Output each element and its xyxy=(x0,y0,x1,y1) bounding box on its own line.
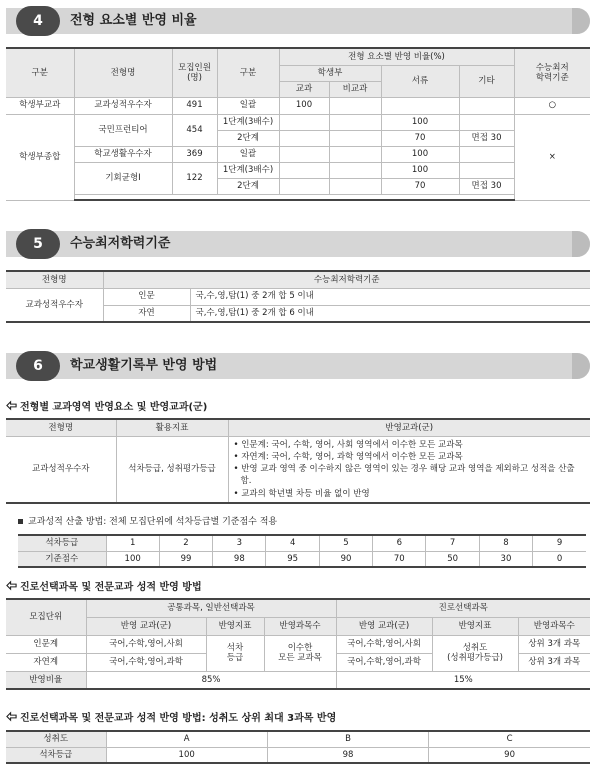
cell-group-jonghap: 학생부종합 xyxy=(6,114,74,200)
section-4-header xyxy=(6,6,590,36)
score: 90 xyxy=(319,551,372,567)
level-label: 성취도 xyxy=(6,731,106,747)
grade: 4 xyxy=(266,535,319,551)
cell-suneung-x: × xyxy=(514,114,590,200)
calc-method-note: 교과성적 산출 방법: 전체 모집단위에 석차등급별 기준점수 적용 xyxy=(18,514,277,527)
score: 99 xyxy=(159,551,212,567)
cell-name: 학교생활우수자 xyxy=(74,146,172,162)
cell-type: 1단계(3배수) xyxy=(217,162,279,178)
cell-indicator: 석차등급, 성취평가등급 xyxy=(116,436,228,503)
col-suneung: 수능최저 학력기준 xyxy=(514,48,590,97)
section-6-title: 학교생활기록부 반영 방법 xyxy=(70,358,218,373)
section-4-title: 전형 요소별 반영 비율 xyxy=(70,13,197,28)
cell-type: 2단계 xyxy=(217,178,279,194)
cell-name: 국민프런티어 xyxy=(74,114,172,146)
col-subj: 반영 교과(군) xyxy=(86,617,206,635)
col-name: 전형명 xyxy=(6,271,103,288)
section-6-number: 6 xyxy=(16,351,60,381)
col-subj2: 반영 교과(군) xyxy=(336,617,432,635)
cell-count2: 상위 3개 과목 xyxy=(518,653,590,671)
score: 100 xyxy=(106,551,159,567)
cell-ind2: 성취도 (성취평가등급) xyxy=(432,635,518,671)
cell-type: 일괄 xyxy=(217,146,279,162)
col-bigyogwa: 비교과 xyxy=(329,81,381,97)
ratio-common: 85% xyxy=(86,671,336,689)
cell-count: 491 xyxy=(172,97,217,114)
subhead-2 xyxy=(6,578,202,593)
cell-name: 교과성적우수자 xyxy=(6,288,103,322)
grade: 9 xyxy=(533,535,586,551)
subject-area-table xyxy=(6,418,590,504)
cell-track: 인문 xyxy=(103,288,190,305)
col-subjects: 반영교과(군) xyxy=(228,419,590,436)
col-gita: 기타 xyxy=(459,65,514,97)
cell-subj2: 국어,수학,영어,사회 xyxy=(336,635,432,653)
cell-seoryu: 70 xyxy=(381,130,459,146)
bullet-item: • 교과의 학년별 차등 비율 없이 반영 xyxy=(233,488,370,499)
col-count: 반영과목수 xyxy=(264,617,336,635)
cell-seoryu: 100 xyxy=(381,162,459,178)
cell-gyogwa: 100 xyxy=(279,97,329,114)
grade: 1 xyxy=(106,535,159,551)
col-name: 전형명 xyxy=(6,419,116,436)
cell-ind: 석차 등급 xyxy=(206,635,264,671)
section-5-header xyxy=(6,229,590,259)
col-criteria: 수능최저학력기준 xyxy=(103,271,590,288)
cell-subj: 국어,수학,영어,과학 xyxy=(86,653,206,671)
value: 100 xyxy=(106,747,267,763)
cell-subj: 국어,수학,영어,사회 xyxy=(86,635,206,653)
cell-name: 기회균형Ⅰ xyxy=(74,162,172,194)
section-5-number: 5 xyxy=(16,229,60,259)
cell-count2: 상위 3개 과목 xyxy=(518,635,590,653)
grade: 8 xyxy=(479,535,532,551)
subhead-1-text: 전형별 교과영역 반영요소 및 반영교과(군) xyxy=(20,402,208,413)
arrow-icon xyxy=(6,400,17,411)
cell-group-gyogwa: 학생부교과 xyxy=(6,97,74,114)
cell-subjects xyxy=(228,436,590,503)
cell-gita: 면접 30 xyxy=(459,178,514,194)
level: B xyxy=(267,731,428,747)
suneung-min-table xyxy=(6,270,590,323)
achievement-table xyxy=(6,730,590,764)
subhead-2-text: 진로선택과목 및 전문교과 성적 반영 방법 xyxy=(20,582,202,593)
cell-track: 자연 xyxy=(103,305,190,322)
score: 0 xyxy=(533,551,586,567)
col-ratio: 전형 요소별 반영 비율(%) xyxy=(279,48,514,65)
col-moJip: 모집인원 (명) xyxy=(172,48,217,97)
cell-seoryu: 70 xyxy=(381,178,459,194)
score: 30 xyxy=(479,551,532,567)
section-6-header xyxy=(6,351,590,381)
col-career: 진로선택과목 xyxy=(336,599,590,617)
cell-type: 일괄 xyxy=(217,97,279,114)
cell-unit: 인문계 xyxy=(6,635,86,653)
score: 98 xyxy=(213,551,266,567)
level: A xyxy=(106,731,267,747)
cell-count: 122 xyxy=(172,162,217,194)
value: 98 xyxy=(267,747,428,763)
col-indicator: 활용지표 xyxy=(116,419,228,436)
col-hakseng: 학생부 xyxy=(279,65,381,81)
subhead-3-text: 진로선택과목 및 전문교과 성적 반영 방법: 성취도 상위 최대 3과목 반영 xyxy=(20,713,337,724)
col-gubun2: 구분 xyxy=(217,48,279,97)
cell-subj2: 국어,수학,영어,과학 xyxy=(336,653,432,671)
cell-type: 2단계 xyxy=(217,130,279,146)
cell-suneung: ○ xyxy=(514,97,590,114)
cell-criteria: 국,수,영,탐(1) 중 2개 합 5 이내 xyxy=(190,288,590,305)
section-5-title: 수능최저학력기준 xyxy=(70,236,171,251)
col-count2: 반영과목수 xyxy=(518,617,590,635)
cell-seoryu: 100 xyxy=(381,146,459,162)
grade: 7 xyxy=(426,535,479,551)
col-ind2: 반영지표 xyxy=(432,617,518,635)
col-jeonhyeong: 전형명 xyxy=(74,48,172,97)
score-label: 기준점수 xyxy=(18,551,106,567)
bullet-item: • 인문계: 국어, 수학, 영어, 사회 영역에서 이수한 모든 교과목 xyxy=(233,439,463,450)
score: 95 xyxy=(266,551,319,567)
col-seoryu: 서류 xyxy=(381,65,459,97)
bullet-item: • 자연계: 국어, 수학, 영어, 과학 영역에서 이수한 모든 교과목 xyxy=(233,451,463,462)
grade: 2 xyxy=(159,535,212,551)
career-subject-table xyxy=(6,598,590,690)
cell-count: 이수한 모든 교과목 xyxy=(264,635,336,671)
col-unit: 모집단위 xyxy=(6,599,86,635)
grade-label: 석차등급 xyxy=(18,535,106,551)
cell-count: 454 xyxy=(172,114,217,146)
cell-count: 369 xyxy=(172,146,217,162)
cell-name: 교과성적우수자 xyxy=(74,97,172,114)
cell-gita: 면접 30 xyxy=(459,130,514,146)
cell-seoryu: 100 xyxy=(381,114,459,130)
grade: 5 xyxy=(319,535,372,551)
grade: 6 xyxy=(373,535,426,551)
score: 50 xyxy=(426,551,479,567)
cell-unit: 자연계 xyxy=(6,653,86,671)
cell-criteria: 국,수,영,탐(1) 중 2개 합 6 이내 xyxy=(190,305,590,322)
section-4-number: 4 xyxy=(16,6,60,36)
arrow-icon xyxy=(6,711,17,722)
grade-score-table xyxy=(18,534,586,568)
cell-name: 교과성적우수자 xyxy=(6,436,116,503)
selection-ratio-table xyxy=(6,47,590,201)
col-ind: 반영지표 xyxy=(206,617,264,635)
subhead-1 xyxy=(6,398,207,413)
arrow-icon xyxy=(6,580,17,591)
col-gyogwa: 교과 xyxy=(279,81,329,97)
square-bullet-icon xyxy=(18,519,23,524)
ratio-label: 반영비율 xyxy=(6,671,86,689)
grade: 3 xyxy=(213,535,266,551)
cell-type: 1단계(3배수) xyxy=(217,114,279,130)
col-common: 공통과목, 일반선택과목 xyxy=(86,599,336,617)
ratio-career: 15% xyxy=(336,671,590,689)
value: 90 xyxy=(429,747,590,763)
subhead-3 xyxy=(6,709,336,724)
value-label: 석차등급 xyxy=(6,747,106,763)
bullet-item: • 반영 교과 영역 중 이수하지 않은 영역이 있는 경우 해당 교과 영역을 제외하고 성적을 산출함. xyxy=(233,464,575,487)
col-gubun: 구분 xyxy=(6,48,74,97)
level: C xyxy=(429,731,590,747)
score: 70 xyxy=(373,551,426,567)
